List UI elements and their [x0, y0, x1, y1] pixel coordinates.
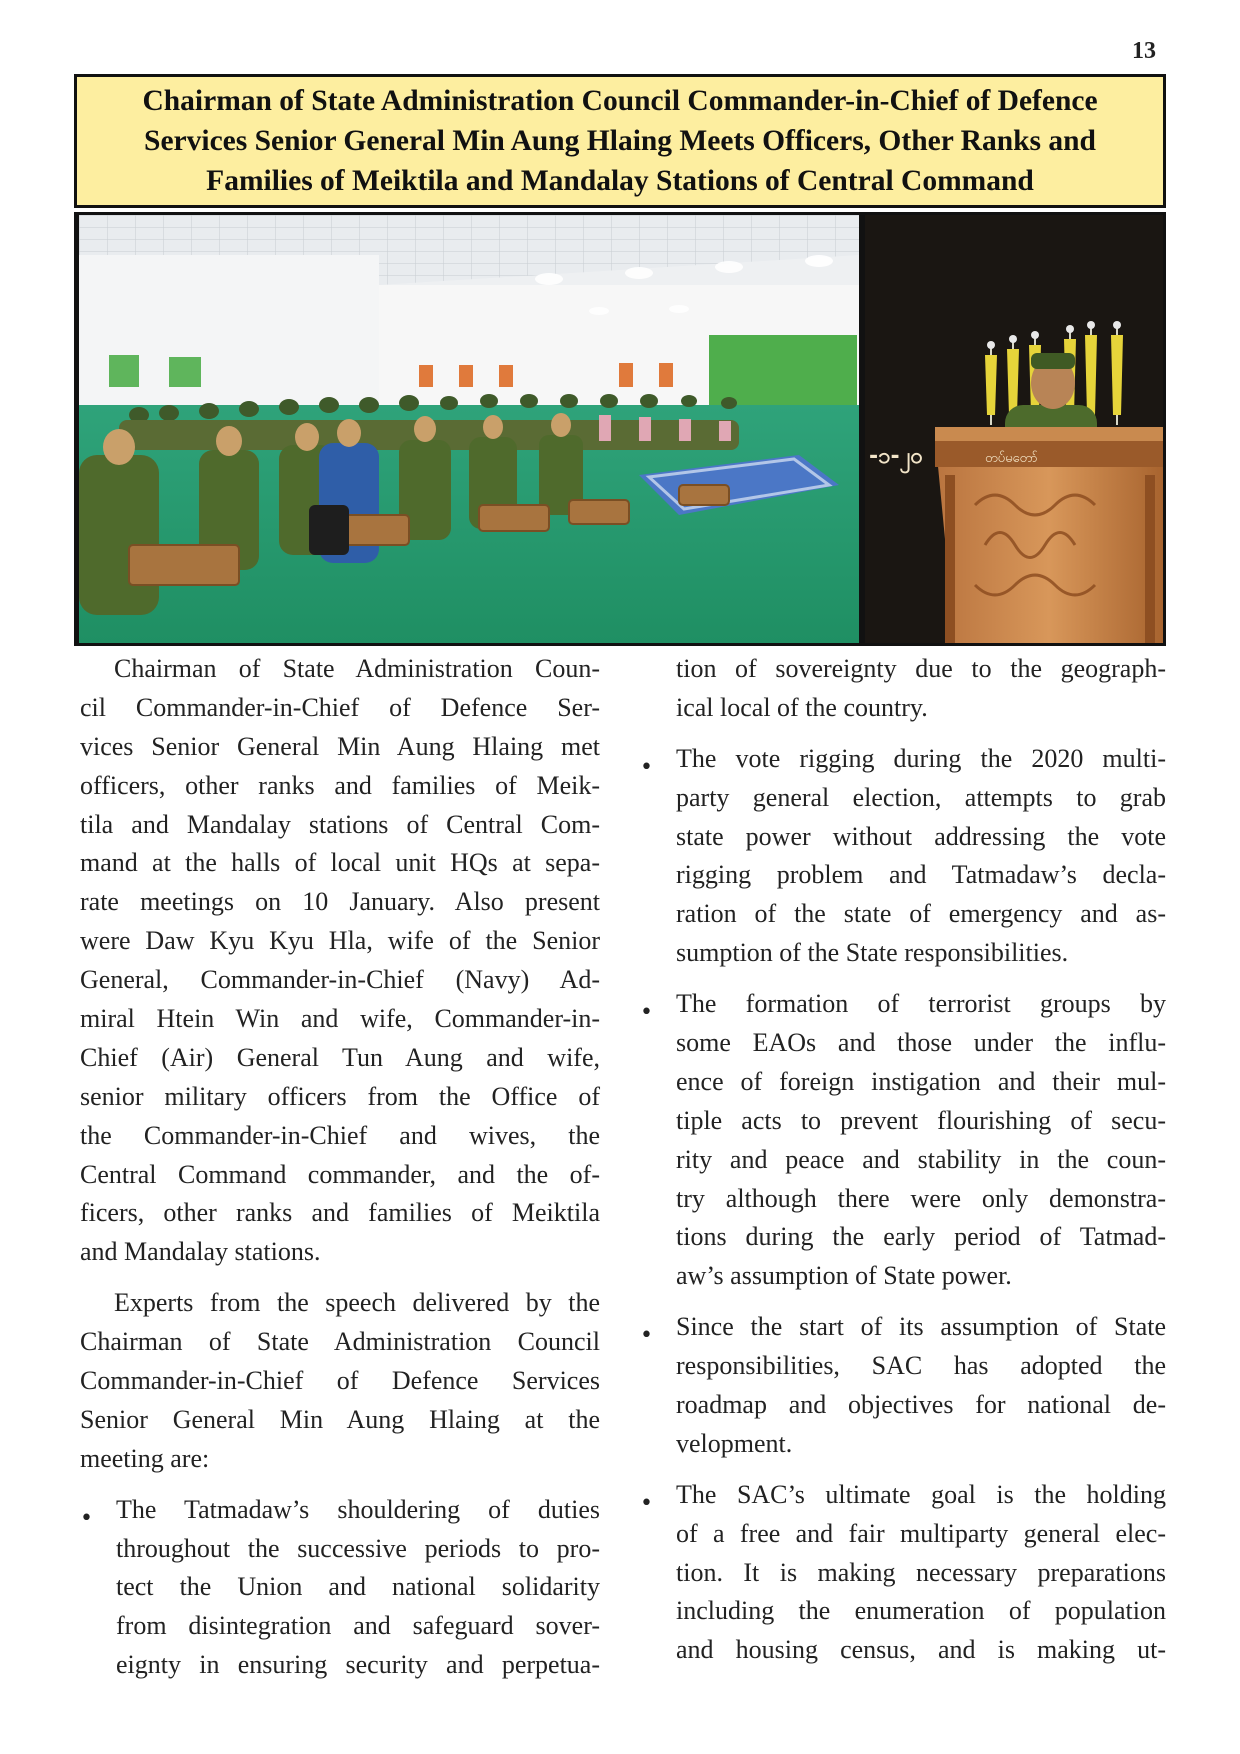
text-line: rate meetings on 10 January. Also present — [80, 887, 600, 917]
text-line: Commander-in-Chief of Defence Services — [80, 1366, 600, 1396]
text-line: throughout the successive periods to pro- — [116, 1533, 600, 1563]
speaker-podium-photo — [865, 215, 1163, 643]
text-line: try although there were only demonstra- — [676, 1183, 1166, 1213]
text-line: rity and peace and stability in the coun- — [676, 1144, 1166, 1174]
bullet-icon: • — [640, 1323, 653, 1349]
text-line: aw’s assumption of State power. — [676, 1261, 1012, 1291]
text-line: were Daw Kyu Kyu Hla, wife of the Senior — [80, 926, 600, 956]
paragraph-continuation — [640, 650, 1166, 728]
text-line: senior military officers from the Office of — [80, 1081, 600, 1111]
podium-date-text: -၁-၂၀ — [869, 444, 923, 469]
text-line: tila and Mandalay stations of Central Com- — [80, 809, 600, 839]
right-text-column — [640, 650, 1166, 1670]
paragraph — [80, 650, 600, 1272]
text-line: including the enumeration of population — [676, 1596, 1166, 1626]
paragraph — [80, 1284, 600, 1478]
page-number: 13 — [1132, 38, 1156, 64]
text-line: some EAOs and those under the influ- — [676, 1028, 1166, 1058]
text-line: tion of sovereignty due to the geograph- — [676, 654, 1166, 683]
article-title-box — [74, 74, 1166, 208]
bullet-icon: • — [640, 1490, 653, 1516]
text-line: velopment. — [676, 1428, 793, 1458]
text-line: miral Htein Win and wife, Commander-in- — [80, 1004, 600, 1034]
article-title-line: Families of Meiktila and Mandalay Stations of Central Command — [206, 165, 1034, 197]
text-line: rigging problem and Tatmadaw’s decla- — [676, 860, 1166, 890]
text-line: ficers, other ranks and families of Meiktila — [80, 1198, 600, 1228]
text-line: ence of foreign instigation and their mul- — [676, 1066, 1166, 1096]
text-line: tion. It is making necessary preparations — [676, 1557, 1166, 1587]
text-line: ical local of the country. — [676, 692, 928, 722]
text-line: ration of the state of emergency and as- — [676, 899, 1166, 929]
text-line: state power without addressing the vote — [676, 821, 1166, 851]
text-line: The SAC’s ultimate goal is the holding — [676, 1479, 1166, 1509]
text-line: party general election, attempts to grab — [676, 782, 1166, 812]
text-line: responsibilities, SAC has adopted the — [676, 1351, 1166, 1381]
text-line: and Mandalay stations. — [80, 1237, 321, 1267]
text-line: Senior General Min Aung Hlaing at the — [80, 1404, 600, 1434]
bullet-item — [640, 1476, 1166, 1670]
text-line: meeting are: — [80, 1443, 210, 1473]
bullet-icon: • — [640, 1000, 653, 1026]
text-line: roadmap and objectives for national de- — [676, 1390, 1166, 1420]
text-line: sumption of the State responsibilities. — [676, 938, 1069, 968]
hall-audience-photo — [79, 215, 859, 643]
text-line: tions during the early period of Tatmad- — [676, 1222, 1166, 1252]
text-line: vices Senior General Min Aung Hlaing met — [80, 731, 600, 761]
text-line: Chairman of State Administration Coun- — [114, 654, 600, 683]
text-line: cil Commander-in-Chief of Defence Ser- — [80, 692, 600, 722]
bullet-icon: • — [640, 754, 653, 780]
text-line: The formation of terrorist groups by — [676, 989, 1166, 1019]
text-line: tiple acts to prevent flourishing of secu- — [676, 1105, 1166, 1135]
text-line: Experts from the speech delivered by the — [114, 1288, 600, 1318]
text-line: and housing census, and is making ut- — [676, 1635, 1166, 1665]
bullet-icon: • — [80, 1505, 93, 1531]
text-line: Since the start of its assumption of State — [676, 1312, 1166, 1342]
bullet-item — [80, 1491, 600, 1685]
left-text-column — [80, 650, 600, 1685]
text-line: General, Commander-in-Chief (Navy) Ad- — [80, 965, 600, 995]
article-title-line: Services Senior General Min Aung Hlaing Meets Officers, Other Ranks and — [144, 125, 1096, 157]
bullet-item — [640, 740, 1166, 973]
text-line: the Commander-in-Chief and wives, the — [80, 1120, 600, 1150]
text-line: The Tatmadaw’s shouldering of duties — [116, 1494, 600, 1524]
text-line: The vote rigging during the 2020 multi- — [676, 743, 1166, 773]
text-line: of a free and fair multiparty general elec- — [676, 1518, 1166, 1548]
article-title-line: Chairman of State Administration Council Commander-in-Chief of Defence — [142, 85, 1098, 117]
photo-strip — [74, 212, 1166, 646]
text-line: Central Command commander, and the of- — [80, 1159, 600, 1189]
text-line: mand at the halls of local unit HQs at sepa- — [80, 848, 600, 878]
text-line: officers, other ranks and families of Meik- — [80, 770, 600, 800]
text-line: tect the Union and national solidarity — [116, 1572, 600, 1602]
text-line: from disintegration and safeguard sover- — [116, 1611, 600, 1641]
text-line: Chief (Air) General Tun Aung and wife, — [80, 1042, 600, 1072]
podium-label: တပ်မတော် — [985, 451, 1038, 466]
bullet-item — [640, 985, 1166, 1296]
text-line: Chairman of State Administration Council — [80, 1327, 600, 1357]
text-line: eignty in ensuring security and perpetua- — [116, 1650, 600, 1680]
bullet-item — [640, 1308, 1166, 1464]
